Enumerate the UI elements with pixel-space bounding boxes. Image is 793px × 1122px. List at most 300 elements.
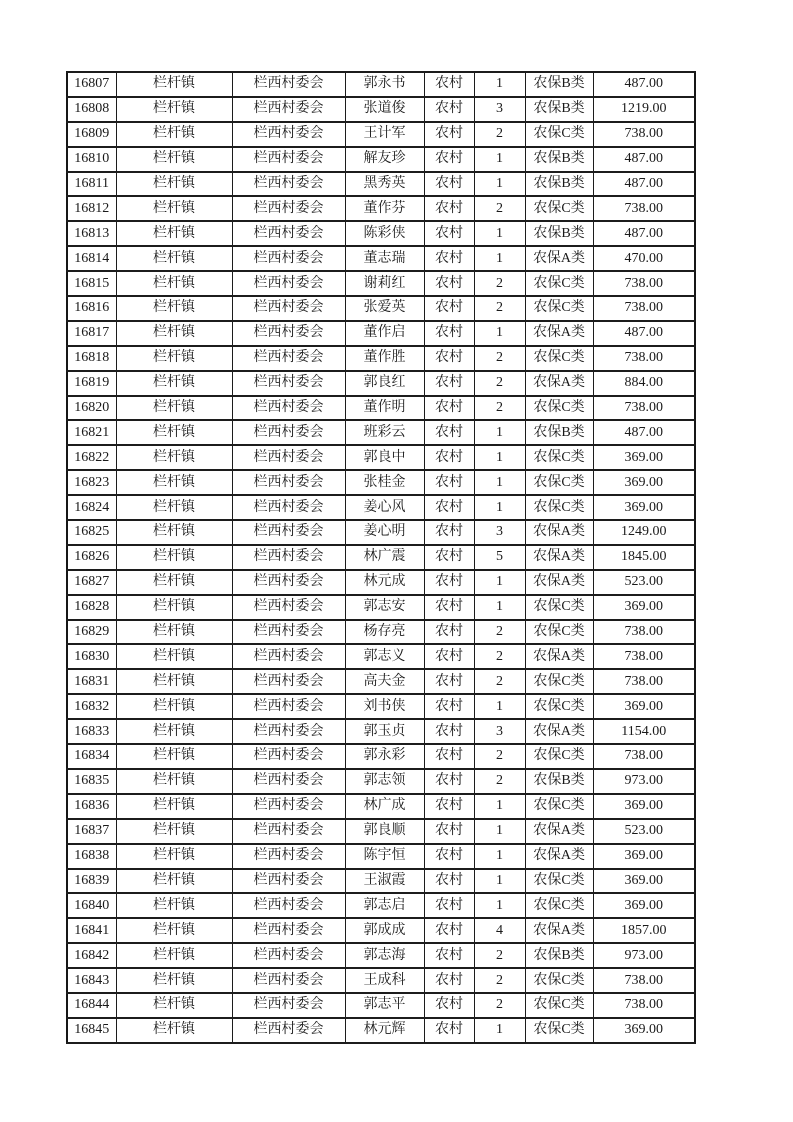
cell-serial-number: 16810 [67,147,116,172]
cell-town: 栏杆镇 [116,371,232,396]
cell-person-name: 高夫金 [345,669,424,694]
cell-person-count: 2 [474,968,525,993]
cell-village-committee: 栏西村委会 [232,296,345,321]
cell-person-count: 3 [474,719,525,744]
cell-person-count: 1 [474,893,525,918]
cell-person-name: 董志瑞 [345,246,424,271]
cell-town: 栏杆镇 [116,545,232,570]
cell-insurance-category: 农保A类 [525,644,593,669]
cell-residence-type: 农村 [424,968,474,993]
cell-person-name: 解友珍 [345,147,424,172]
cell-insurance-category: 农保A类 [525,321,593,346]
cell-person-name: 董作明 [345,396,424,421]
cell-serial-number: 16834 [67,744,116,769]
cell-village-committee: 栏西村委会 [232,196,345,221]
cell-town: 栏杆镇 [116,769,232,794]
cell-serial-number: 16827 [67,570,116,595]
cell-person-count: 1 [474,221,525,246]
cell-residence-type: 农村 [424,595,474,620]
table-row [67,769,695,794]
cell-town: 栏杆镇 [116,844,232,869]
cell-village-committee: 栏西村委会 [232,1018,345,1043]
cell-amount: 523.00 [593,570,695,595]
table-row [67,744,695,769]
table-row [67,545,695,570]
cell-insurance-category: 农保C类 [525,744,593,769]
cell-serial-number: 16814 [67,246,116,271]
cell-serial-number: 16845 [67,1018,116,1043]
cell-serial-number: 16840 [67,893,116,918]
cell-town: 栏杆镇 [116,97,232,122]
cell-amount: 369.00 [593,595,695,620]
cell-serial-number: 16825 [67,520,116,545]
cell-amount: 369.00 [593,869,695,894]
cell-serial-number: 16813 [67,221,116,246]
cell-village-committee: 栏西村委会 [232,321,345,346]
cell-person-count: 1 [474,595,525,620]
table-row [67,918,695,943]
cell-serial-number: 16822 [67,445,116,470]
table-row [67,819,695,844]
cell-residence-type: 农村 [424,147,474,172]
cell-amount: 973.00 [593,943,695,968]
cell-residence-type: 农村 [424,296,474,321]
table-row [67,644,695,669]
cell-amount: 1845.00 [593,545,695,570]
cell-residence-type: 农村 [424,644,474,669]
cell-town: 栏杆镇 [116,1018,232,1043]
cell-person-count: 2 [474,669,525,694]
cell-person-count: 2 [474,943,525,968]
cell-person-name: 杨存亮 [345,620,424,645]
table-row [67,97,695,122]
cell-amount: 487.00 [593,147,695,172]
cell-residence-type: 农村 [424,918,474,943]
cell-insurance-category: 农保C类 [525,794,593,819]
cell-amount: 738.00 [593,993,695,1018]
cell-village-committee: 栏西村委会 [232,570,345,595]
cell-village-committee: 栏西村委会 [232,545,345,570]
cell-town: 栏杆镇 [116,346,232,371]
cell-insurance-category: 农保C类 [525,893,593,918]
cell-person-count: 1 [474,470,525,495]
cell-residence-type: 农村 [424,396,474,421]
cell-residence-type: 农村 [424,271,474,296]
cell-amount: 369.00 [593,694,695,719]
cell-person-count: 2 [474,122,525,147]
cell-person-name: 王成科 [345,968,424,993]
cell-serial-number: 16843 [67,968,116,993]
cell-amount: 884.00 [593,371,695,396]
table-row [67,296,695,321]
cell-village-committee: 栏西村委会 [232,968,345,993]
table-row [67,943,695,968]
cell-insurance-category: 农保A类 [525,918,593,943]
cell-village-committee: 栏西村委会 [232,644,345,669]
cell-residence-type: 农村 [424,72,474,97]
cell-town: 栏杆镇 [116,147,232,172]
cell-person-count: 2 [474,371,525,396]
cell-amount: 369.00 [593,844,695,869]
cell-serial-number: 16835 [67,769,116,794]
cell-serial-number: 16817 [67,321,116,346]
table-row [67,968,695,993]
cell-insurance-category: 农保A类 [525,371,593,396]
cell-person-count: 4 [474,918,525,943]
cell-village-committee: 栏西村委会 [232,943,345,968]
cell-amount: 738.00 [593,644,695,669]
cell-village-committee: 栏西村委会 [232,918,345,943]
cell-amount: 523.00 [593,819,695,844]
cell-amount: 738.00 [593,296,695,321]
cell-person-count: 2 [474,744,525,769]
cell-town: 栏杆镇 [116,271,232,296]
cell-serial-number: 16807 [67,72,116,97]
cell-amount: 1249.00 [593,520,695,545]
cell-person-name: 郭良红 [345,371,424,396]
table-row [67,346,695,371]
cell-town: 栏杆镇 [116,694,232,719]
cell-amount: 738.00 [593,271,695,296]
cell-amount: 1219.00 [593,97,695,122]
cell-residence-type: 农村 [424,669,474,694]
cell-town: 栏杆镇 [116,744,232,769]
cell-insurance-category: 农保B类 [525,172,593,197]
cell-insurance-category: 农保C类 [525,271,593,296]
cell-person-count: 2 [474,993,525,1018]
cell-town: 栏杆镇 [116,819,232,844]
cell-town: 栏杆镇 [116,470,232,495]
cell-insurance-category: 农保C类 [525,869,593,894]
cell-person-name: 张桂金 [345,470,424,495]
cell-serial-number: 16832 [67,694,116,719]
cell-serial-number: 16836 [67,794,116,819]
cell-village-committee: 栏西村委会 [232,221,345,246]
table-row [67,993,695,1018]
cell-town: 栏杆镇 [116,420,232,445]
cell-person-count: 1 [474,495,525,520]
cell-serial-number: 16841 [67,918,116,943]
cell-insurance-category: 农保B类 [525,147,593,172]
cell-residence-type: 农村 [424,445,474,470]
table-row [67,72,695,97]
cell-insurance-category: 农保C类 [525,122,593,147]
cell-amount: 973.00 [593,769,695,794]
cell-serial-number: 16844 [67,993,116,1018]
cell-serial-number: 16831 [67,669,116,694]
cell-amount: 369.00 [593,893,695,918]
cell-person-name: 陈宇恒 [345,844,424,869]
table-row [67,172,695,197]
cell-person-name: 郭志安 [345,595,424,620]
cell-serial-number: 16828 [67,595,116,620]
cell-person-name: 董作启 [345,321,424,346]
cell-town: 栏杆镇 [116,943,232,968]
cell-residence-type: 农村 [424,172,474,197]
cell-person-name: 黑秀英 [345,172,424,197]
cell-insurance-category: 农保B类 [525,221,593,246]
cell-residence-type: 农村 [424,346,474,371]
cell-village-committee: 栏西村委会 [232,72,345,97]
cell-serial-number: 16821 [67,420,116,445]
cell-insurance-category: 农保B类 [525,943,593,968]
cell-serial-number: 16838 [67,844,116,869]
table-row [67,1018,695,1043]
cell-person-name: 郭志海 [345,943,424,968]
cell-amount: 738.00 [593,620,695,645]
cell-town: 栏杆镇 [116,495,232,520]
table-row [67,470,695,495]
cell-town: 栏杆镇 [116,620,232,645]
cell-village-committee: 栏西村委会 [232,147,345,172]
cell-residence-type: 农村 [424,794,474,819]
cell-person-name: 郭志领 [345,769,424,794]
cell-serial-number: 16839 [67,869,116,894]
cell-insurance-category: 农保A类 [525,545,593,570]
cell-residence-type: 农村 [424,719,474,744]
cell-serial-number: 16819 [67,371,116,396]
table-row [67,869,695,894]
cell-town: 栏杆镇 [116,396,232,421]
cell-residence-type: 农村 [424,545,474,570]
cell-residence-type: 农村 [424,570,474,595]
table-row [67,570,695,595]
cell-person-count: 1 [474,321,525,346]
cell-town: 栏杆镇 [116,520,232,545]
cell-person-count: 1 [474,172,525,197]
cell-person-count: 2 [474,296,525,321]
cell-town: 栏杆镇 [116,968,232,993]
cell-village-committee: 栏西村委会 [232,97,345,122]
table-row [67,196,695,221]
cell-village-committee: 栏西村委会 [232,620,345,645]
cell-amount: 487.00 [593,420,695,445]
cell-serial-number: 16812 [67,196,116,221]
cell-person-count: 1 [474,72,525,97]
cell-serial-number: 16811 [67,172,116,197]
table-row [67,445,695,470]
cell-person-name: 林广成 [345,794,424,819]
cell-town: 栏杆镇 [116,296,232,321]
cell-residence-type: 农村 [424,520,474,545]
cell-town: 栏杆镇 [116,172,232,197]
cell-serial-number: 16830 [67,644,116,669]
cell-town: 栏杆镇 [116,246,232,271]
cell-residence-type: 农村 [424,819,474,844]
cell-amount: 487.00 [593,72,695,97]
cell-person-name: 林元辉 [345,1018,424,1043]
cell-town: 栏杆镇 [116,794,232,819]
cell-town: 栏杆镇 [116,993,232,1018]
cell-person-count: 3 [474,520,525,545]
cell-person-count: 2 [474,620,525,645]
cell-village-committee: 栏西村委会 [232,993,345,1018]
cell-amount: 738.00 [593,744,695,769]
cell-person-name: 董作胜 [345,346,424,371]
cell-village-committee: 栏西村委会 [232,470,345,495]
cell-serial-number: 16818 [67,346,116,371]
cell-person-name: 林广震 [345,545,424,570]
cell-insurance-category: 农保C类 [525,694,593,719]
cell-person-name: 谢莉红 [345,271,424,296]
cell-person-name: 刘书侠 [345,694,424,719]
cell-village-committee: 栏西村委会 [232,844,345,869]
cell-person-count: 2 [474,396,525,421]
cell-village-committee: 栏西村委会 [232,744,345,769]
cell-serial-number: 16833 [67,719,116,744]
cell-amount: 738.00 [593,669,695,694]
benefit-roster-table [66,71,696,1044]
cell-insurance-category: 农保C类 [525,445,593,470]
cell-serial-number: 16816 [67,296,116,321]
table-row [67,495,695,520]
cell-insurance-category: 农保C类 [525,595,593,620]
cell-person-name: 郭成成 [345,918,424,943]
cell-person-count: 2 [474,196,525,221]
cell-insurance-category: 农保A类 [525,520,593,545]
cell-village-committee: 栏西村委会 [232,669,345,694]
cell-person-count: 1 [474,445,525,470]
cell-insurance-category: 农保C类 [525,196,593,221]
cell-person-name: 王计军 [345,122,424,147]
cell-amount: 738.00 [593,196,695,221]
cell-amount: 369.00 [593,445,695,470]
cell-amount: 369.00 [593,495,695,520]
cell-residence-type: 农村 [424,893,474,918]
cell-village-committee: 栏西村委会 [232,122,345,147]
table-row [67,396,695,421]
cell-town: 栏杆镇 [116,893,232,918]
cell-amount: 1857.00 [593,918,695,943]
cell-village-committee: 栏西村委会 [232,172,345,197]
cell-town: 栏杆镇 [116,221,232,246]
cell-amount: 369.00 [593,1018,695,1043]
cell-person-name: 郭玉贞 [345,719,424,744]
cell-amount: 738.00 [593,396,695,421]
cell-village-committee: 栏西村委会 [232,719,345,744]
cell-person-count: 1 [474,819,525,844]
cell-person-name: 董作芬 [345,196,424,221]
cell-insurance-category: 农保B类 [525,769,593,794]
cell-village-committee: 栏西村委会 [232,595,345,620]
cell-insurance-category: 农保C类 [525,470,593,495]
cell-person-name: 郭永书 [345,72,424,97]
cell-person-name: 班彩云 [345,420,424,445]
cell-serial-number: 16824 [67,495,116,520]
cell-insurance-category: 农保C类 [525,993,593,1018]
cell-insurance-category: 农保C类 [525,968,593,993]
cell-town: 栏杆镇 [116,595,232,620]
cell-insurance-category: 农保A类 [525,844,593,869]
cell-town: 栏杆镇 [116,869,232,894]
cell-village-committee: 栏西村委会 [232,769,345,794]
cell-person-count: 3 [474,97,525,122]
cell-residence-type: 农村 [424,620,474,645]
cell-town: 栏杆镇 [116,644,232,669]
table-row [67,595,695,620]
table-row [67,371,695,396]
cell-village-committee: 栏西村委会 [232,794,345,819]
cell-person-name: 郭志启 [345,893,424,918]
cell-amount: 487.00 [593,221,695,246]
cell-serial-number: 16823 [67,470,116,495]
cell-serial-number: 16808 [67,97,116,122]
cell-amount: 487.00 [593,321,695,346]
cell-town: 栏杆镇 [116,918,232,943]
cell-insurance-category: 农保A类 [525,719,593,744]
cell-serial-number: 16837 [67,819,116,844]
cell-amount: 738.00 [593,122,695,147]
cell-person-count: 5 [474,545,525,570]
cell-insurance-category: 农保B类 [525,72,593,97]
cell-residence-type: 农村 [424,943,474,968]
cell-insurance-category: 农保B类 [525,97,593,122]
cell-village-committee: 栏西村委会 [232,371,345,396]
cell-person-count: 1 [474,694,525,719]
cell-residence-type: 农村 [424,246,474,271]
table-row [67,719,695,744]
table-row [67,893,695,918]
cell-person-count: 2 [474,644,525,669]
cell-insurance-category: 农保C类 [525,495,593,520]
cell-person-count: 2 [474,346,525,371]
cell-village-committee: 栏西村委会 [232,893,345,918]
table-row [67,221,695,246]
cell-residence-type: 农村 [424,122,474,147]
cell-person-count: 2 [474,769,525,794]
cell-village-committee: 栏西村委会 [232,346,345,371]
table-row [67,122,695,147]
cell-person-count: 1 [474,869,525,894]
cell-amount: 369.00 [593,470,695,495]
table-row [67,321,695,346]
cell-residence-type: 农村 [424,694,474,719]
cell-town: 栏杆镇 [116,72,232,97]
cell-village-committee: 栏西村委会 [232,495,345,520]
cell-insurance-category: 农保C类 [525,669,593,694]
cell-serial-number: 16826 [67,545,116,570]
cell-town: 栏杆镇 [116,669,232,694]
table-body [67,72,695,1043]
cell-town: 栏杆镇 [116,570,232,595]
cell-residence-type: 农村 [424,371,474,396]
cell-amount: 487.00 [593,172,695,197]
cell-insurance-category: 农保C类 [525,346,593,371]
cell-village-committee: 栏西村委会 [232,246,345,271]
cell-person-count: 1 [474,246,525,271]
cell-residence-type: 农村 [424,420,474,445]
cell-amount: 1154.00 [593,719,695,744]
cell-person-count: 1 [474,1018,525,1043]
cell-person-count: 1 [474,570,525,595]
cell-village-committee: 栏西村委会 [232,869,345,894]
table-row [67,271,695,296]
cell-person-count: 1 [474,844,525,869]
cell-serial-number: 16829 [67,620,116,645]
cell-residence-type: 农村 [424,1018,474,1043]
cell-residence-type: 农村 [424,869,474,894]
cell-insurance-category: 农保C类 [525,1018,593,1043]
table-row [67,520,695,545]
cell-town: 栏杆镇 [116,719,232,744]
cell-insurance-category: 农保C类 [525,620,593,645]
cell-person-count: 1 [474,794,525,819]
cell-person-name: 林元成 [345,570,424,595]
cell-village-committee: 栏西村委会 [232,520,345,545]
cell-person-name: 姜心风 [345,495,424,520]
cell-person-name: 张道俊 [345,97,424,122]
cell-insurance-category: 农保A类 [525,246,593,271]
